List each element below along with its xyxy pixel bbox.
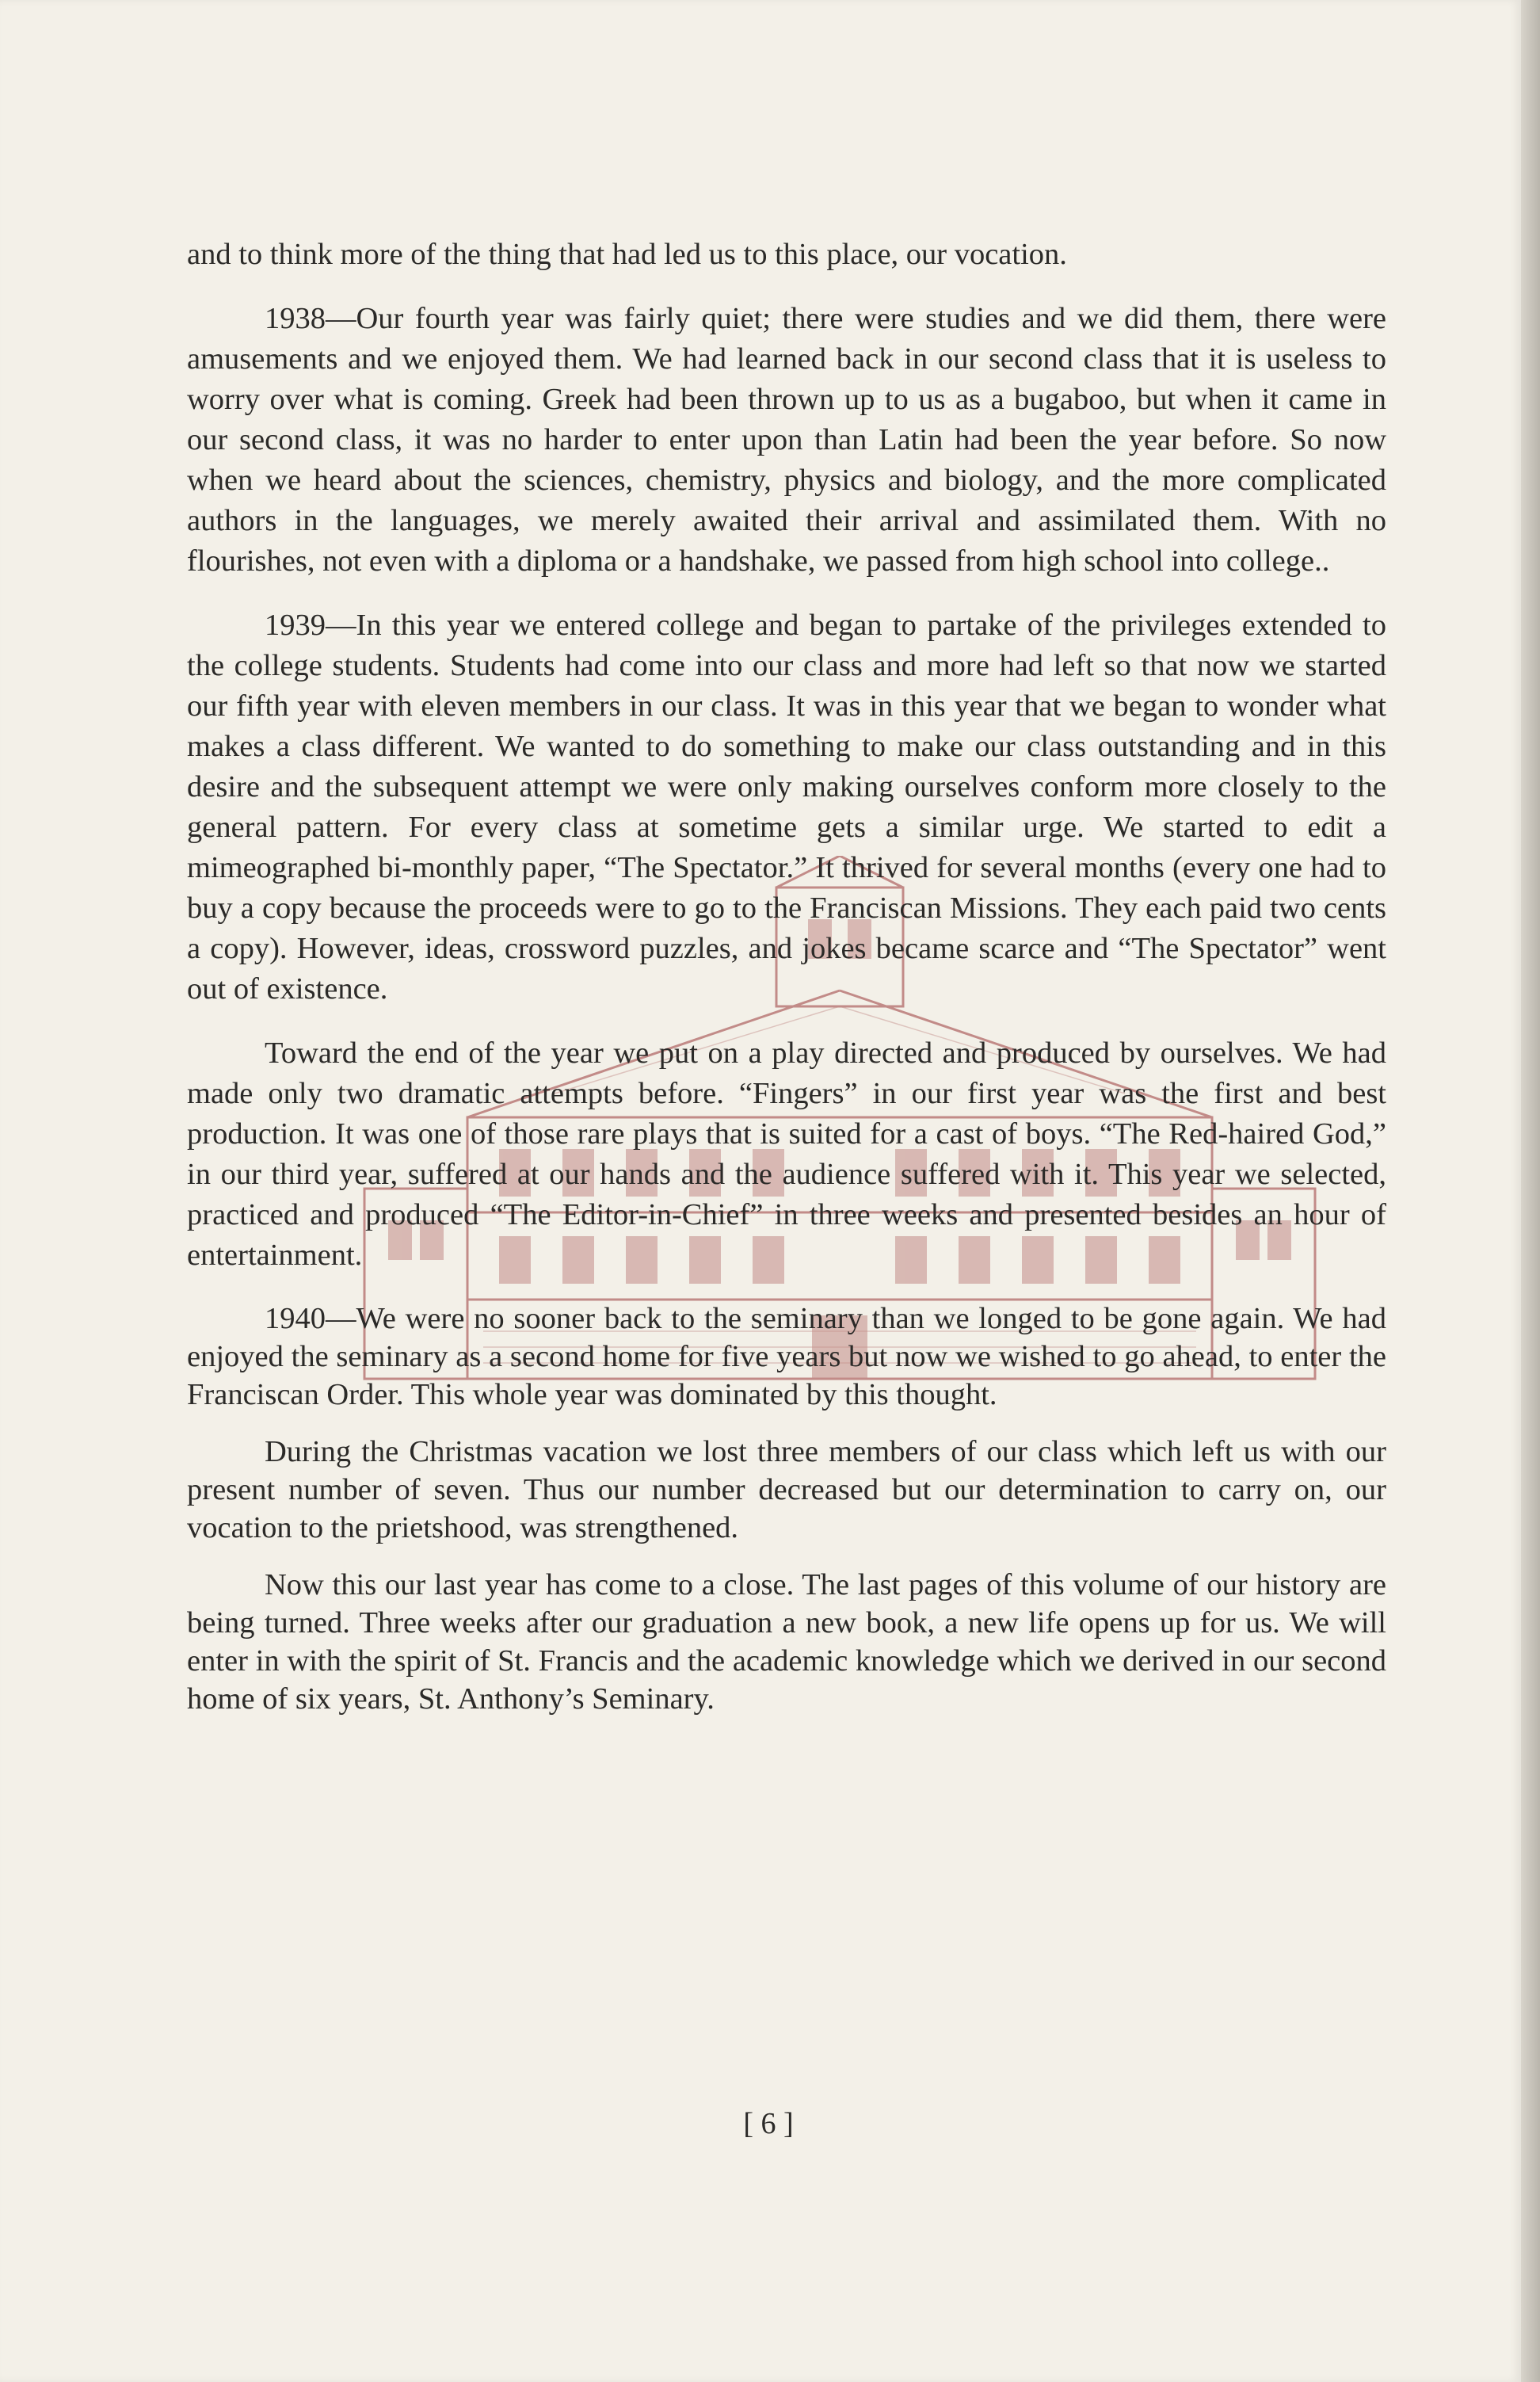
paragraph-christmas: During the Christmas vacation we lost three members of our class which left us with our present number of seven. Thus our number decreased but our determination to carry on, our vocation to the prietshood, was strengthened.: [187, 1435, 1386, 1544]
body-text: [187, 235, 1386, 1737]
paragraph-closing: Now this our last year has come to a close. The last pages of this volume of our history are being turned. Three weeks after our graduation a new book, a new life opens up for us. We will enter in with the spirit of St. Francis and the academic knowledge which we derived in our second home of six years, St. Anthony’s Seminary.: [187, 1568, 1386, 1716]
paragraph-intro: and to think more of the thing that had led us to this place, our vocation.: [187, 238, 1067, 271]
paragraph-1938: 1938—Our fourth year was fairly quiet; there were studies and we did them, there were amusements and we enjoyed them. We had learned back in our second class that it is useless to worry over what is coming. Greek had been thrown up to us as a bugaboo, but when it came in our second class, it was no harder to enter upon than Latin had been the year before. So now when we heard about the sciences, chemistry, physics and biology, and the more complicated authors in the languages, we merely awaited their arrival and assimilated them. With no flourishes, not even with a diploma or a handshake, we passed from high school into college..: [187, 302, 1386, 578]
page-number: [ 6 ]: [743, 2107, 794, 2140]
paragraph-1940: 1940—We were no sooner back to the seminary than we longed to be gone again. We had enjoyed the seminary as a second home for five years but now we wished to go ahead, to enter the Franciscan Order. This whole year was dominated by this thought.: [187, 1302, 1386, 1411]
paragraph-play: Toward the end of the year we put on a play directed and produced by ourselves. We had made only two dramatic attempts before. “Fingers” in our first year was the first and best production. It was one of those rare plays that is suited for a cast of boys. “The Red-haired God,” in our third year, suffered at our hands and the audience suffered with it. This year we selected, practiced and produced “The Editor-in-Chief” in three weeks and presented besides an hour of entertainment.: [187, 1036, 1386, 1272]
paragraph-1939: 1939—In this year we entered college and began to partake of the privileges extended to the college students. Students had come into our class and more had left so that now we started our fifth year with eleven members in our class. It was in this year that we began to wonder what makes a class different. We wanted to do something to make our class outstanding and in this desire and the subsequent attempt we were only making ourselves conform more closely to the general pattern. For every class at sometime gets a similar urge. We started to edit a mimeographed bi-monthly paper, “The Spectator.” It thrived for several months (every one had to buy a copy because the proceeds were to go to the Franciscan Missions. They each paid two cents a copy). However, ideas, crossword puzzles, and jokes became scarce and “The Spectator” went out of existence.: [187, 609, 1386, 1006]
page-edge: [1521, 0, 1540, 2382]
